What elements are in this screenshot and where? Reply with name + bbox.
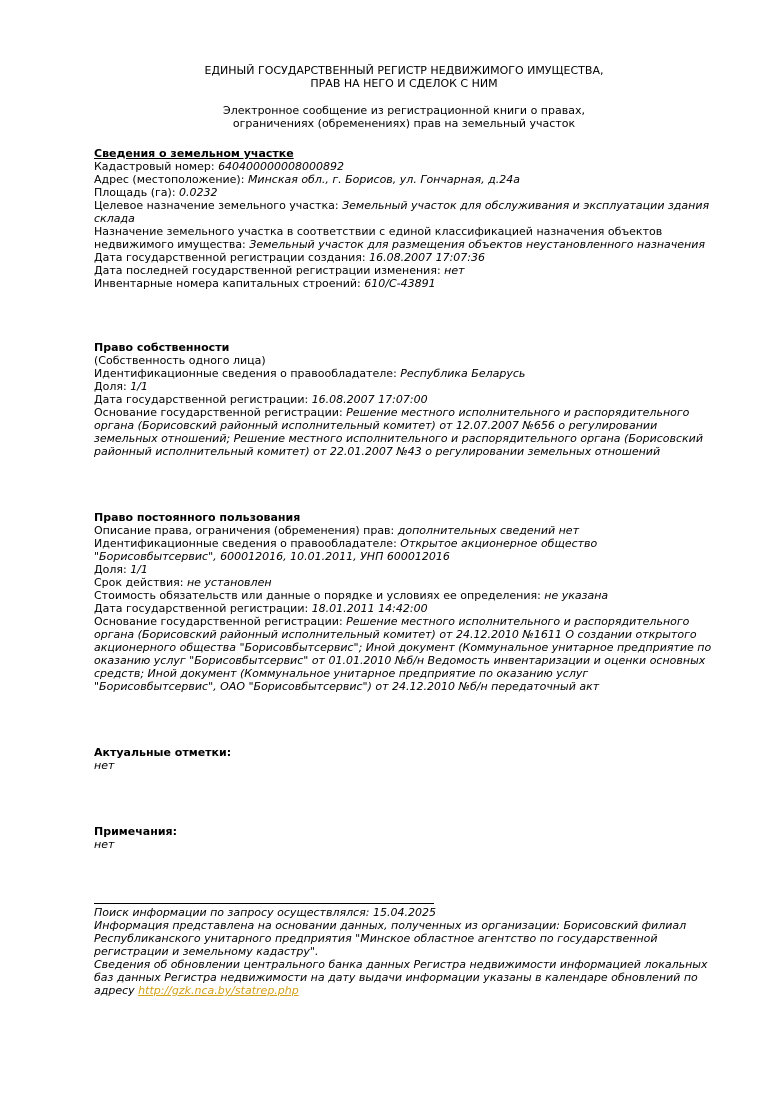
address xyxy=(94,173,714,186)
ownership-date xyxy=(94,393,714,406)
inventory-label: Инвентарные номера капитальных строений: xyxy=(94,277,365,290)
notes-section xyxy=(94,825,714,851)
creation-date xyxy=(94,251,714,264)
usage-description-label: Описание права, ограничения (обременения) прав: xyxy=(94,524,398,537)
usage-description-value: дополнительных сведений нет xyxy=(397,524,579,537)
marks-section-title: Актуальные отметки: xyxy=(94,746,232,759)
purpose-label: Целевое назначение земельного участка: xyxy=(94,199,343,212)
land-section-title: Сведения о земельном участке xyxy=(94,147,294,160)
ownership-section-title: Право собственности xyxy=(94,341,230,354)
ownership-share xyxy=(94,380,714,393)
usage-share-label: Доля: xyxy=(94,563,131,576)
notes-section-title: Примечания: xyxy=(94,825,177,838)
ownership-date-value: 16.08.2007 17:07:00 xyxy=(311,393,428,406)
classification xyxy=(94,225,714,251)
marks-section xyxy=(94,746,714,772)
ownership-share-label: Доля: xyxy=(94,380,131,393)
usage-holder-value: Открытое акционерное общество "Борисовбытсервис", 600012016, 10.01.2011, УНП 600012016 xyxy=(94,537,598,563)
usage-date-value: 18.01.2011 14:42:00 xyxy=(311,602,428,615)
usage-term xyxy=(94,576,714,589)
ownership-date-label: Дата государственной регистрации: xyxy=(94,393,312,406)
usage-holder-label: Идентификационные сведения о правообладателе: xyxy=(94,537,401,550)
area-label: Площадь (га): xyxy=(94,186,180,199)
usage-date xyxy=(94,602,714,615)
document-body xyxy=(94,64,714,851)
cadastral-number xyxy=(94,160,714,173)
usage-share-value: 1/1 xyxy=(130,563,148,576)
ownership-holder-value: Республика Беларусь xyxy=(400,367,526,380)
document-footer xyxy=(94,903,714,997)
register-title-line2: ПРАВ НА НЕГО И СДЕЛОК С НИМ xyxy=(310,77,498,90)
usage-date-label: Дата государственной регистрации: xyxy=(94,602,312,615)
purpose xyxy=(94,199,714,225)
usage-holder xyxy=(94,537,714,563)
statrep-link[interactable]: http://gzk.nca.by/statrep.php xyxy=(138,984,299,997)
message-subtitle-line1: Электронное сообщение из регистрационной книги о правах, xyxy=(223,104,585,117)
cadastral-number-value: 640400000008000892 xyxy=(218,160,345,173)
ownership-basis-label: Основание государственной регистрации: xyxy=(94,406,347,419)
usage-basis xyxy=(94,615,714,693)
area-value: 0.0232 xyxy=(179,186,218,199)
update-line xyxy=(94,958,714,997)
usage-cost-label: Стоимость обязательств или данные о порядке и условиях ее определения: xyxy=(94,589,545,602)
usage-basis-label: Основание государственной регистрации: xyxy=(94,615,347,628)
classification-label: Назначение земельного участка в соответствии с единой классификацией назначения объектов недвижимого имущества: xyxy=(94,225,663,251)
ownership-basis xyxy=(94,406,714,458)
usage-section-title: Право постоянного пользования xyxy=(94,511,301,524)
ownership-holder xyxy=(94,367,714,380)
last-change-label: Дата последней государственной регистрации изменения: xyxy=(94,264,445,277)
footer-divider xyxy=(94,903,434,904)
cadastral-number-label: Кадастровый номер: xyxy=(94,160,219,173)
usage-term-label: Срок действия: xyxy=(94,576,187,589)
usage-share xyxy=(94,563,714,576)
area xyxy=(94,186,714,199)
usage-term-value: не установлен xyxy=(186,576,272,589)
usage-section xyxy=(94,511,714,693)
usage-description xyxy=(94,524,714,537)
register-title-line1: ЕДИНЫЙ ГОСУДАРСТВЕННЫЙ РЕГИСТР НЕДВИЖИМОГО ИМУЩЕСТВА, xyxy=(204,64,604,77)
source-line: Информация представлена на основании данных, полученных из организации: Борисовский филиал Республиканского унитарного предприятия "Минское областное агентство по государственной регистрации и земельному кадастру". xyxy=(94,919,687,958)
ownership-type: (Собственность одного лица) xyxy=(94,354,266,367)
creation-date-label: Дата государственной регистрации создания: xyxy=(94,251,370,264)
last-change-value: нет xyxy=(444,264,465,277)
ownership-share-value: 1/1 xyxy=(130,380,148,393)
notes-value: нет xyxy=(94,838,115,851)
address-value: Минская обл., г. Борисов, ул. Гончарная, д.24а xyxy=(247,173,520,186)
ownership-holder-label: Идентификационные сведения о правообладателе: xyxy=(94,367,401,380)
usage-cost-value: не указана xyxy=(544,589,609,602)
purpose-value: Земельный участок для обслуживания и эксплуатации здания склада xyxy=(94,199,710,225)
inventory-value: 610/С-43891 xyxy=(364,277,436,290)
usage-basis-value: Решение местного исполнительного и распорядительного органа (Борисовский районный исполнительный комитет) от 24.12.2010 №1611 О создании открытого акционерного общества "Борисовбытсервис"; Иной документ (Коммунальное унитарное предприятие по оказанию услуг "Борисовбытсервис" от 01.01.2010 №б/н Ведомость инвентаризации и оценки основных средств; Иной документ (Коммунальное унитарное предприятие по оказанию услуг "Борисовбытсервис", ОАО "Борисовбытсервис") от 24.12.2010 №б/н передаточный акт xyxy=(94,615,712,693)
message-subtitle-line2: ограничениях (обременениях) прав на земельный участок xyxy=(232,117,576,130)
classification-value: Земельный участок для размещения объектов неустановленного назначения xyxy=(249,238,705,251)
inventory-numbers xyxy=(94,277,714,290)
marks-value: нет xyxy=(94,759,115,772)
last-change-date xyxy=(94,264,714,277)
ownership-section xyxy=(94,341,714,458)
creation-date-value: 16.08.2007 17:07:36 xyxy=(369,251,486,264)
search-date-line: Поиск информации по запросу осуществлялся: 15.04.2025 xyxy=(94,906,436,919)
ownership-basis-value: Решение местного исполнительного и распорядительного органа (Борисовский районный исполнительный комитет) от 12.07.2007 №656 о регулировании земельных отношений; Решение местного исполнительного и распорядительного органа (Борисовский районный исполнительный комитет) от 22.01.2007 №43 о регулировании земельных отношений xyxy=(94,406,703,458)
usage-cost xyxy=(94,589,714,602)
address-label: Адрес (местоположение): xyxy=(94,173,248,186)
land-section xyxy=(94,147,714,290)
update-line-text: Сведения об обновлении центрального банка данных Регистра недвижимости информацией локальных баз данных Регистра недвижимости на дату выдачи информации указаны в календаре обновлений по адресу xyxy=(94,958,708,997)
document-header xyxy=(94,64,714,130)
